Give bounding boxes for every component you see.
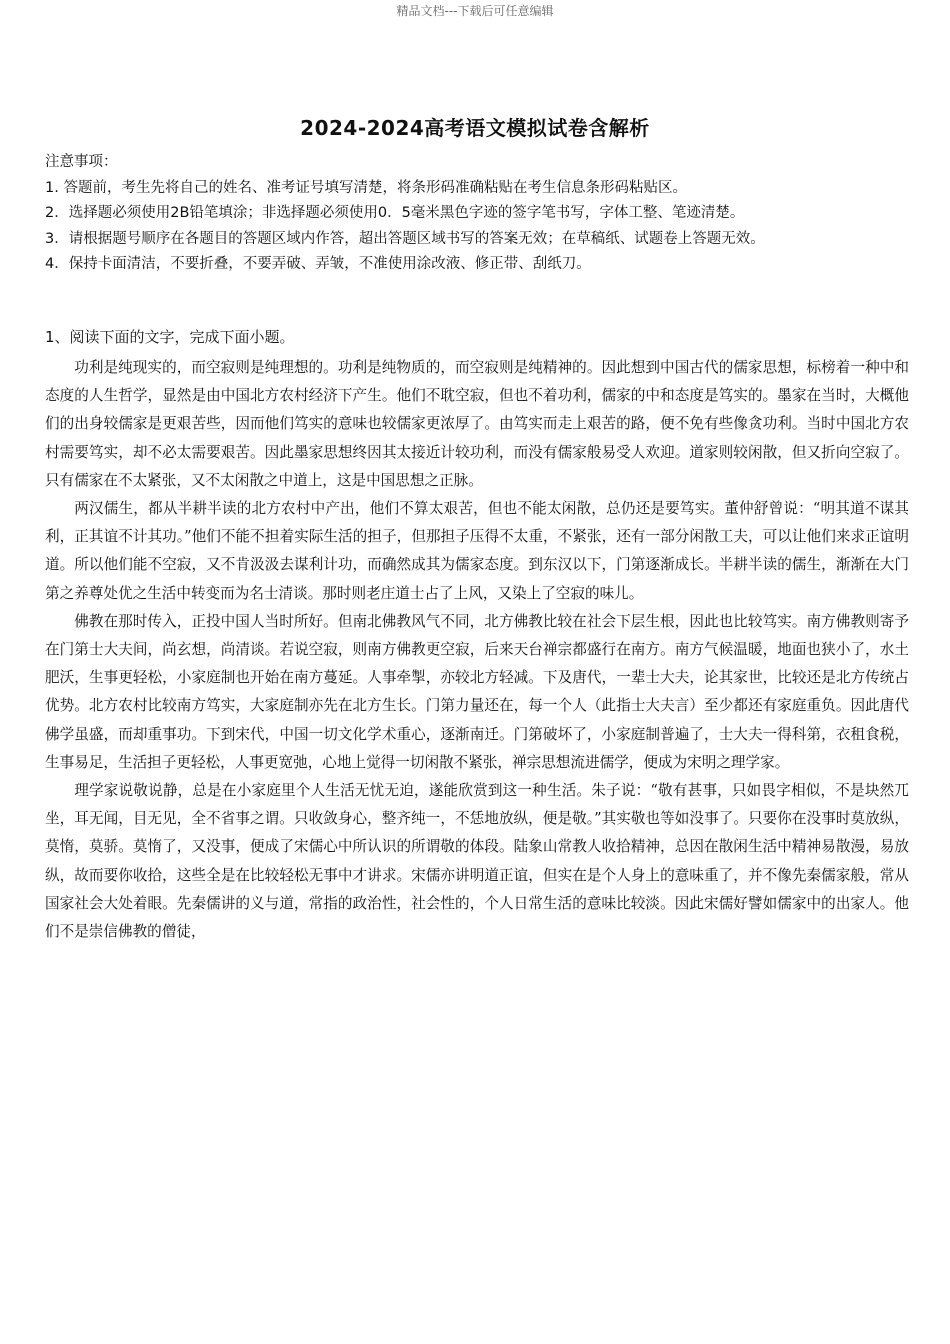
- reading-passage: [45, 354, 909, 946]
- notice-item: 1. 答题前，考生先将自己的姓名、准考证号填写清楚，将条形码准确粘贴在考生信息条形码粘贴区。: [45, 179, 687, 196]
- passage-paragraph: 理学家说敬说静，总是在小家庭里个人生活无忧无迫，遂能欣赏到这一种生活。朱子说：“敬有甚事，只如畏字相似，不是块然兀坐，耳无闻，目无见，全不省事之谓。只收敛身心，整齐纯一，不恁地放纵，便是敬。”其实敬也等如没事了。只要你在没事时莫放纵，莫惰，莫骄。莫惰了，又没事，便成了宋儒心中所认识的所谓敬的体段。陆象山常教人收拾精神，总因在散闲生活中精神易散漫，易放纵，故而要你收拾，这些全是在比较轻松无事中才讲求。宋儒亦讲明道正谊，但实在是个人身上的意味重了，并不像先秦儒家般，常从国家社会大处着眼。先秦儒讲的义与道，常指的政治性，社会性的，个人日常生活的意味比较淡。因此宋儒好譬如儒家中的出家人。他们不是崇信佛教的僧徒，: [45, 782, 909, 941]
- notice-item: 3．请根据题号顺序在各题目的答题区域内作答，超出答题区域书写的答案无效；在草稿纸、试题卷上答题无效。: [45, 230, 765, 247]
- passage-paragraph: 功利是纯现实的，而空寂则是纯理想的。功利是纯物质的，而空寂则是纯精神的。因此想到中国古代的儒家思想，标榜着一种中和态度的人生哲学，显然是由中国北方农村经济下产生。他们不耽空寂，但也不着功利，儒家的中和态度是笃实的。墨家在当时，大概他们的出身较儒家是更艰苦些，因而他们笃实的意味也较儒家更浓厚了。由笃实而走上艰苦的路，便不免有些像贪功利。当时中国北方农村需要笃实，却不必太需要艰苦。因此墨家思想终因其太接近计较功利，而没有儒家般易受人欢迎。道家则较闲散，但又折向空寂了。只有儒家在不太紧张，又不太闲散之中道上，这是中国思想之正脉。: [45, 359, 909, 489]
- notice-section: [45, 150, 915, 278]
- question-prompt: 1、阅读下面的文字，完成下面小题。: [45, 328, 295, 346]
- document-title: 2024-2024高考语文模拟试卷含解析: [300, 116, 650, 140]
- notice-item: 2．选择题必须使用2B铅笔填涂；非选择题必须使用0．5毫米黑色字迹的签字笔书写，字体工整、笔迹清楚。: [45, 205, 745, 221]
- passage-paragraph: 两汉儒生，都从半耕半读的北方农村中产出，他们不算太艰苦，但也不能太闲散，总仍还是要笃实。董仲舒曾说：“明其道不谋其利，正其谊不计其功。”他们不能不担着实际生活的担子，但那担子压得不太重，不紧张，还有一部分闲散工夫，可以让他们来求正谊明道。所以他们能不空寂，又不肯汲汲去谋利计功，而确然成其为儒家态度。到东汉以下，门第逐渐成长。半耕半读的儒生，渐渐在大门第之养尊处优之生活中转变而为名士清谈。那时则老庄道士占了上风，又染上了空寂的味儿。: [45, 500, 909, 602]
- notice-item: 4．保持卡面清洁，不要折叠，不要弄破、弄皱，不准使用涂改液、修正带、刮纸刀。: [45, 256, 591, 272]
- notice-heading: 注意事项：: [45, 154, 118, 170]
- passage-paragraph: 佛教在那时传入，正投中国人当时所好。但南北佛教风气不同，北方佛教比较在社会下层生根，因此也比较笃实。南方佛教则寄予在门第士大夫间，尚玄想，尚清谈。若说空寂，则南方佛教更空寂，后来天台禅宗都盛行在南方。南方气候温暖，地面也狭小了，水土肥沃，生事更轻松，小家庭制也开始在南方蔓延。人事牵掣，亦较北方轻减。下及唐代，一辈士大夫，论其家世，比较还是北方传统占优势。北方农村比较南方笃实，大家庭制亦先在北方生长。门第力量还在，每一个人（此指士大夫言）至少都还有家庭重负。因此唐代佛学虽盛，而却重事功。下到宋代，中国一切文化学术重心，逐渐南迁。门第破坏了，小家庭制普遍了，士大夫一得科第，衣租食税，生事易足，生活担子更轻松，人事更宽弛，心地上觉得一切闲散不紧张，禅宗思想流进儒学，便成为宋明之理学家。: [45, 612, 909, 771]
- page-header-note: 精品文档---下载后可任意编辑: [396, 4, 554, 18]
